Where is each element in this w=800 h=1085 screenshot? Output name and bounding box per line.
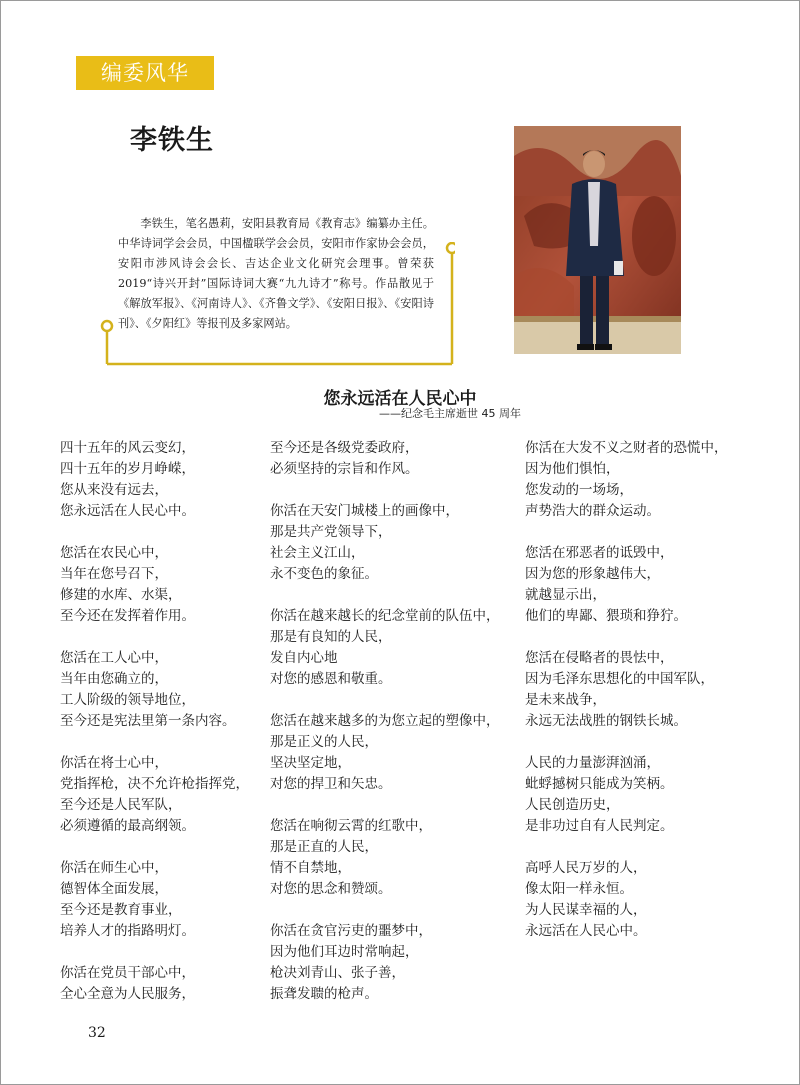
poem-line: 那是正义的人民，	[270, 734, 378, 750]
poem-line: 那是正直的人民，	[270, 839, 378, 855]
poem-stanza	[525, 543, 775, 627]
poem-stanza	[60, 648, 265, 732]
page-number: 32	[88, 1025, 106, 1041]
poem-line: 你活在贪官污吏的噩梦中，	[270, 923, 432, 939]
poem-line: 人民的力量澎湃汹涌，	[525, 755, 660, 771]
poem-line: 你活在党员干部心中，	[60, 965, 195, 981]
poem-stanza	[60, 438, 265, 522]
poem-line: 修建的水库、水渠，	[60, 587, 182, 603]
poem-line: 至今还是教育事业，	[60, 902, 182, 918]
poem-stanza	[270, 438, 520, 480]
poem-stanza	[525, 438, 775, 522]
poem-line: 因为毛泽东思想化的中国军队，	[525, 671, 714, 687]
poem-line: 高呼人民万岁的人，	[525, 860, 647, 876]
poem-line: 您活在侵略者的畏怯中，	[525, 650, 674, 666]
poem-line: 永远活在人民心中。	[525, 923, 647, 939]
poem-line: 工人阶级的领导地位，	[60, 692, 195, 708]
poem-line: 情不自禁地，	[270, 860, 351, 876]
poem-line: 你活在师生心中，	[60, 860, 168, 876]
poem-line: 永不变色的象征。	[270, 566, 378, 582]
poem-line: 对您的捍卫和矢忠。	[270, 776, 392, 792]
poem-line: 必须坚持的宗旨和作风。	[270, 461, 419, 477]
poem-line: 您发动的一场场，	[525, 482, 633, 498]
poem-title: 您永远活在人民心中	[323, 389, 477, 409]
poem-line: 对您的思念和赞颂。	[270, 881, 392, 897]
poem-line: 坚决坚定地，	[270, 755, 351, 771]
poem-line: 至今还是宪法里第一条内容。	[60, 713, 236, 729]
poem-column-2	[270, 438, 520, 1026]
poem-line: 至今还是各级党委政府，	[270, 440, 419, 456]
poem-line: 您活在邪恶者的诋毁中，	[525, 545, 674, 561]
poem-line: 当年由您确立的，	[60, 671, 168, 687]
poem-line: 永远无法战胜的钢铁长城。	[525, 713, 687, 729]
poem-line: 培养人才的指路明灯。	[60, 923, 195, 939]
section-tag: 编委风华	[76, 56, 214, 90]
poem-line: 他们的卑鄙、猥琐和狰狞。	[525, 608, 687, 624]
poem-line: 你活在天安门城楼上的画像中，	[270, 503, 459, 519]
poem-line: 枪决刘青山、张子善，	[270, 965, 405, 981]
poem-line: 您永远活在人民心中。	[60, 503, 195, 519]
poem-line: 那是共产党领导下，	[270, 524, 392, 540]
poem-line: 你活在将士心中，	[60, 755, 168, 771]
author-bio: 李铁生，笔名愚莉，安阳县教育局《教育志》编纂办主任。中华诗词学会会员，中国楹联学会会员，安阳市作家协会会员，安阳市涉风诗会会长、吉达企业文化研究会理事。曾荣获2019“诗兴开封”国际诗词大赛“九九诗才”称号。作品散见于《解放军报》、《河南诗人》、《齐鲁文学》、《安阳日报》、《安阳诗刊》、《夕阳红》等报刊及多家网站。	[118, 217, 434, 330]
poem-line: 蚍蜉撼树只能成为笑柄。	[525, 776, 674, 792]
poem-line: 振聋发聩的枪声。	[270, 986, 378, 1002]
poem-line: 四十五年的风云变幻，	[60, 440, 195, 456]
poem-line: 全心全意为人民服务，	[60, 986, 195, 1002]
poem-line: 因为他们惧怕，	[525, 461, 620, 477]
poem-line: 像太阳一样永恒。	[525, 881, 633, 897]
poem-column-1	[60, 438, 265, 1026]
poem-line: 四十五年的岁月峥嵘，	[60, 461, 195, 477]
poem-line: 您活在工人心中，	[60, 650, 168, 666]
poem-subtitle: ——纪念毛主席逝世 45 周年	[379, 407, 521, 420]
poem-line: 您活在农民心中，	[60, 545, 168, 561]
poem-line: 那是有良知的人民，	[270, 629, 392, 645]
poem-line: 为人民谋幸福的人，	[525, 902, 647, 918]
poem-line: 您从来没有远去，	[60, 482, 168, 498]
poem-line: 因为他们耳边时常响起，	[270, 944, 419, 960]
poem-stanza	[525, 753, 775, 837]
poem-line: 是非功过自有人民判定。	[525, 818, 674, 834]
poem-stanza	[525, 858, 775, 942]
poem-stanza	[270, 711, 520, 795]
poem-line: 声势浩大的群众运动。	[525, 503, 660, 519]
poem-line: 因为您的形象越伟大，	[525, 566, 660, 582]
poem-line: 你活在越来越长的纪念堂前的队伍中，	[270, 608, 500, 624]
poem-line: 当年在您号召下，	[60, 566, 168, 582]
poem-stanza	[60, 858, 265, 942]
poem-line: 发自内心地	[270, 650, 338, 666]
poem-stanza	[60, 753, 265, 837]
poem-line: 党指挥枪，决不允许枪指挥党，	[60, 776, 249, 792]
poem-stanza	[270, 606, 520, 690]
poem-line: 您活在响彻云霄的红歌中，	[270, 818, 432, 834]
poem-line: 您活在越来越多的为您立起的塑像中，	[270, 713, 500, 729]
author-portrait-photo	[514, 126, 681, 354]
poem-line: 至今还在发挥着作用。	[60, 608, 195, 624]
poem-line: 是未来战争，	[525, 692, 606, 708]
poem-line: 你活在大发不义之财者的恐慌中，	[525, 440, 728, 456]
poem-line: 德智体全面发展，	[60, 881, 168, 897]
author-name: 李铁生	[130, 125, 214, 156]
poem-stanza	[270, 816, 520, 900]
poem-stanza	[60, 963, 265, 1005]
poem-column-3	[525, 438, 775, 963]
poem-stanza	[60, 543, 265, 627]
poem-line: 就越显示出，	[525, 587, 606, 603]
poem-stanza	[525, 648, 775, 732]
poem-stanza	[270, 921, 520, 1005]
poem-line: 必须遵循的最高纲领。	[60, 818, 195, 834]
poem-line: 至今还是人民军队，	[60, 797, 182, 813]
poem-line: 对您的感恩和敬重。	[270, 671, 392, 687]
poem-stanza	[270, 501, 520, 585]
poem-line: 社会主义江山，	[270, 545, 365, 561]
poem-line: 人民创造历史，	[525, 797, 620, 813]
